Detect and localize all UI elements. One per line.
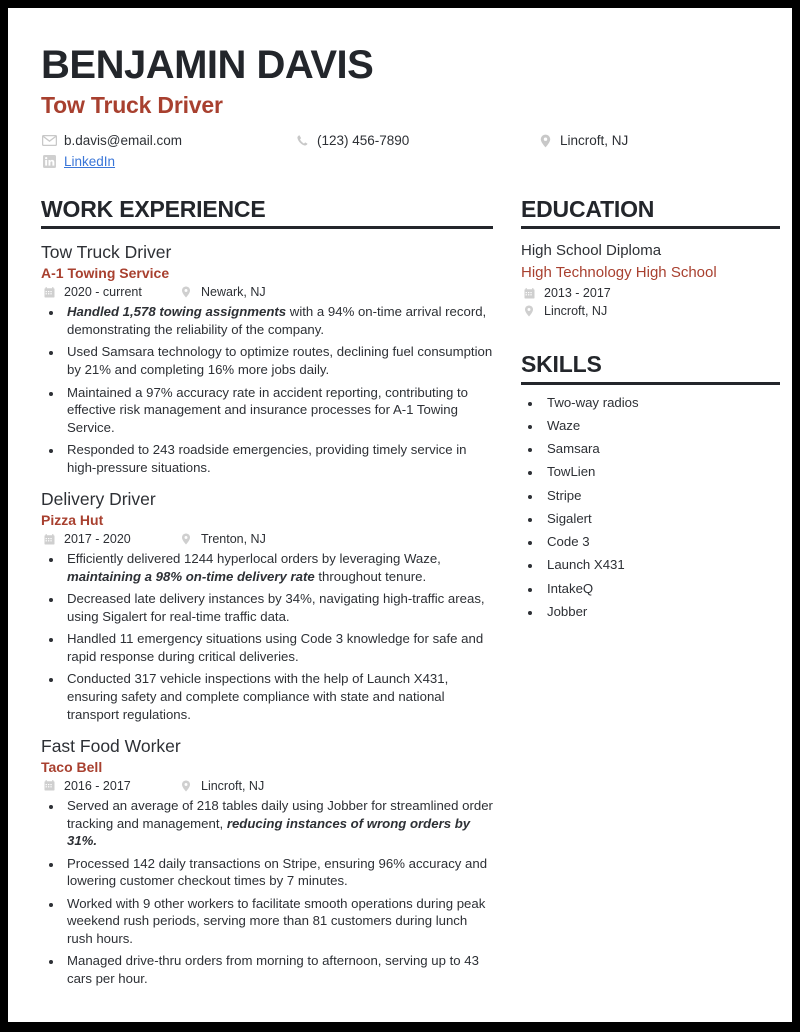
education-heading: EDUCATION — [521, 196, 655, 223]
job-bullet-list — [41, 303, 493, 476]
skill-item: • Two-way radios — [542, 394, 780, 413]
contact-location — [537, 133, 737, 148]
bullet-text: Conducted 317 vehicle inspections with the help of Launch X431, ensuring safety and complete compliance with state and national transport regulations. — [67, 671, 449, 722]
skill-item: • Samsara — [542, 440, 780, 459]
job-meta-row — [41, 532, 493, 546]
contact-phone[interactable] — [294, 133, 537, 148]
job-title: Fast Food Worker — [41, 736, 181, 757]
job-bullet — [63, 952, 493, 987]
education-degree: High School Diploma — [521, 242, 662, 260]
education-dates — [521, 286, 780, 300]
job-location-text: Newark, NJ — [201, 285, 266, 300]
section-divider — [521, 226, 780, 229]
skill-item: • IntakeQ — [542, 580, 780, 599]
resume-page — [8, 8, 792, 1022]
job-bullet — [63, 855, 493, 890]
calendar-icon — [41, 285, 57, 299]
contact-email[interactable] — [41, 133, 294, 148]
education-dates-text: 2013 - 2017 — [544, 286, 611, 301]
skill-item: • Launch X431 — [542, 556, 780, 575]
map-pin-icon — [178, 532, 194, 546]
bullet-text: throughout tenure. — [314, 568, 427, 584]
skills-section — [521, 352, 780, 621]
bullet-text: Managed drive-thru orders from morning to afternoon, serving up to 43 cars per hour. — [67, 953, 479, 986]
skill-item: • Waze — [542, 417, 780, 436]
map-pin-icon — [178, 285, 194, 299]
job-bullet — [63, 630, 493, 665]
bullet-text: Efficiently delivered 1244 hyperlocal orders by leveraging Waze, — [67, 551, 441, 567]
calendar-icon — [41, 779, 57, 793]
job-bullet-list — [41, 550, 493, 723]
job-entry — [41, 736, 493, 987]
job-company: Pizza Hut — [41, 512, 104, 529]
job-role-subtitle: Tow Truck Driver — [41, 92, 223, 119]
job-dates-text: 2017 - 2020 — [64, 532, 131, 547]
linkedin-icon — [41, 155, 57, 169]
resume-header — [41, 44, 760, 169]
bullet-text: Handled 11 emergency situations using Code 3 knowledge for safe and rapid response during critical deliveries. — [67, 631, 484, 664]
bullet-text: Maintained a 97% accuracy rate in accident reporting, contributing to effective risk management and insurance processes for A-1 Towing Service. — [67, 384, 468, 435]
calendar-icon — [521, 286, 537, 300]
job-bullet — [63, 384, 493, 437]
calendar-icon — [41, 532, 57, 546]
contact-email-text: b.davis@email.com — [64, 133, 182, 149]
job-bullet — [63, 303, 493, 338]
skill-item: • Code 3 — [542, 533, 780, 552]
job-dates-text: 2020 - current — [64, 285, 142, 300]
bullet-text: with a 94% on-time arrival record, demonstrating the reliability of the company. — [67, 304, 487, 337]
job-location — [178, 285, 266, 299]
job-title: Delivery Driver — [41, 489, 156, 510]
linkedin-link[interactable]: LinkedIn — [64, 154, 116, 170]
job-meta-row — [41, 285, 493, 299]
job-dates — [41, 532, 178, 546]
work-experience-heading: WORK EXPERIENCE — [41, 196, 266, 223]
job-dates — [41, 285, 178, 299]
contact-row-secondary — [41, 154, 760, 169]
job-title: Tow Truck Driver — [41, 242, 172, 263]
bullet-text: Processed 142 daily transactions on Stripe, ensuring 96% accuracy and lowering customer checkout times by 7 minutes. — [67, 855, 488, 889]
job-bullet — [63, 797, 493, 850]
contact-linkedin[interactable] — [41, 154, 294, 169]
bullet-emphasis: Handled 1,578 towing assignments — [67, 304, 287, 320]
section-divider — [41, 226, 493, 229]
education-location — [521, 304, 780, 318]
resume-body — [41, 197, 760, 987]
bullet-text: Worked with 9 other workers to facilitate smooth operations during peak weekend rush periods, serving more than 81 customers during lunch rush hours. — [67, 895, 486, 946]
job-dates — [41, 779, 178, 793]
job-bullet — [63, 441, 493, 476]
job-company: A-1 Towing Service — [41, 265, 170, 282]
job-dates-text: 2016 - 2017 — [64, 778, 131, 793]
bullet-emphasis: maintaining a 98% on-time delivery rate — [67, 568, 315, 584]
job-bullet-list — [41, 797, 493, 987]
contact-location-text: Lincroft, NJ — [560, 133, 629, 149]
sidebar-column — [521, 197, 780, 626]
map-pin-icon — [537, 134, 553, 148]
section-divider — [521, 382, 780, 385]
bullet-emphasis: reducing instances of wrong orders by 31%. — [67, 815, 471, 849]
job-company: Taco Bell — [41, 758, 103, 775]
map-pin-icon — [521, 304, 537, 318]
job-location-text: Trenton, NJ — [201, 532, 266, 547]
contact-row-primary — [41, 133, 760, 148]
skill-item: • Stripe — [542, 487, 780, 506]
bullet-text: Responded to 243 roadside emergencies, providing timely service in high-pressure situations. — [67, 442, 467, 475]
bullet-text: Used Samsara technology to optimize routes, declining fuel consumption by 21% and completing 16% more jobs daily. — [67, 344, 493, 377]
job-bullet — [63, 670, 493, 723]
skills-heading: SKILLS — [521, 351, 602, 378]
envelope-icon — [41, 134, 57, 148]
skill-item: • TowLien — [542, 463, 780, 482]
job-entry — [41, 489, 493, 723]
contact-phone-text: (123) 456-7890 — [317, 133, 410, 149]
work-experience-column — [41, 197, 493, 987]
map-pin-icon — [178, 779, 194, 793]
education-section — [521, 197, 780, 318]
job-meta-row — [41, 779, 493, 793]
bullet-text: Decreased late delivery instances by 34%, navigating high-traffic areas, using Sigalert for real-time traffic data. — [67, 591, 485, 624]
bullet-text: Served an average of 218 tables daily using Jobber for streamlined order tracking and management, — [67, 797, 493, 831]
skill-item: • Sigalert — [542, 510, 780, 529]
skills-list — [521, 394, 780, 622]
job-location-text: Lincroft, NJ — [201, 778, 265, 793]
skill-item: • Jobber — [542, 603, 780, 622]
job-bullet — [63, 550, 493, 585]
job-location — [178, 532, 266, 546]
phone-icon — [294, 134, 310, 148]
page-title: BENJAMIN DAVIS — [41, 43, 374, 87]
education-school: High Technology High School — [521, 263, 717, 281]
job-location — [178, 779, 264, 793]
job-entry — [41, 242, 493, 476]
job-bullet — [63, 895, 493, 948]
job-bullet — [63, 590, 493, 625]
job-bullet — [63, 343, 493, 378]
education-location-text: Lincroft, NJ — [544, 304, 608, 319]
